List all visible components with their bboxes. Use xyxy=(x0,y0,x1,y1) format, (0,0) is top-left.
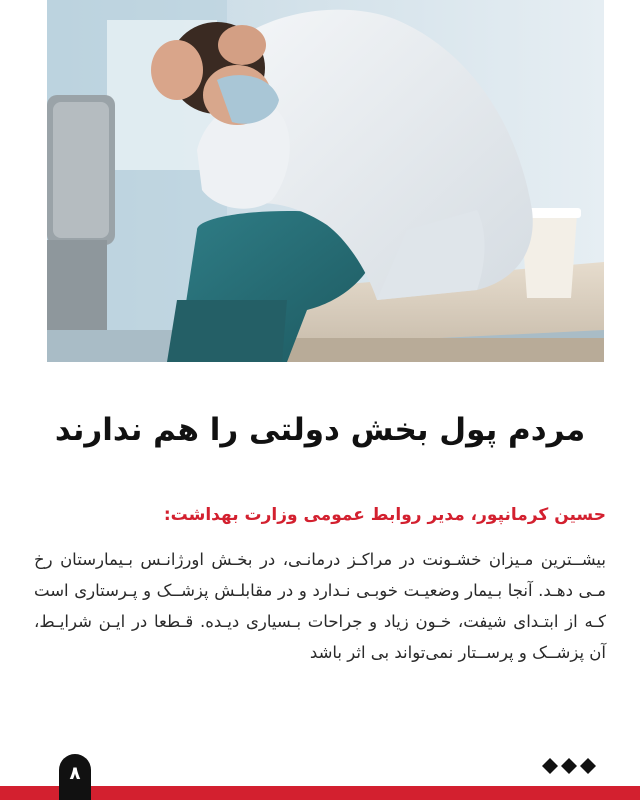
article-headline: مردم پول بخش دولتی را هم ندارند xyxy=(54,412,586,448)
footer-accent-bar xyxy=(0,786,640,800)
three-dots-logo-icon xyxy=(538,756,600,776)
page-number-badge: ۸ xyxy=(59,754,91,800)
doctor-distressed-photo xyxy=(47,0,604,362)
article-body: بیشــترین مـیزان خشـونت در مراکـز درمانـی، در بخـش اورژانـس بـیمارستان رخ مـی دهـد. آنجا بـیمار وضعیـت خوبـی نـدارد و در مقابلـش پزشــک و پـرستاری است کـه از ابتـدای شیفت، خـون زیاد و جراحات بـسیاری دیـده. قـطعا در ایـن شرایـط، آن پزشــک و پرســتار نمی‌تواند بی اثر باشد xyxy=(34,550,606,662)
hero-photo xyxy=(47,0,604,362)
speaker-byline: حسین کرمانپور، مدیر روابط عمومی وزارت بهداشت: xyxy=(163,505,606,525)
